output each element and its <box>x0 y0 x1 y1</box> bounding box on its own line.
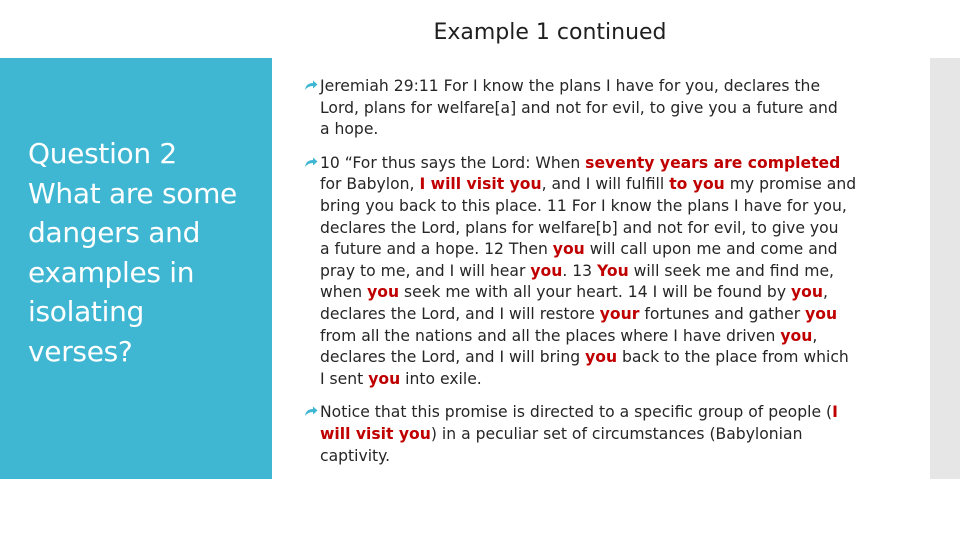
bullet-item <box>304 76 878 141</box>
highlighted-text: I <box>832 403 838 422</box>
text-segment: when <box>320 283 368 302</box>
bullet-line <box>320 119 878 141</box>
bullet-line <box>320 218 878 240</box>
highlighted-text: you <box>530 261 563 280</box>
text-segment: Notice that this promise is directed to a specific group of people ( <box>320 403 833 422</box>
highlighted-text: you <box>367 283 400 302</box>
highlighted-text: seventy years are completed <box>585 153 841 172</box>
text-segment: 10 “For thus says the Lord: When <box>320 153 586 172</box>
bullet-line <box>320 153 878 175</box>
highlighted-text: You <box>597 261 629 280</box>
bullet-line <box>320 446 878 468</box>
text-segment: a hope. <box>320 120 379 139</box>
text-segment: Lord, plans for welfare[a] and not for evil, to give you a future and <box>320 98 838 117</box>
text-segment: ) in a peculiar set of circumstances (Babylonian <box>430 424 803 443</box>
text-segment: from all the nations and all the places where I have driven <box>320 326 781 345</box>
text-segment: . 13 <box>562 261 598 280</box>
highlighted-text: you <box>368 369 401 388</box>
bullet-line <box>320 174 878 196</box>
bullet-line <box>320 76 878 98</box>
question-line: What are some <box>28 176 237 210</box>
text-segment: captivity. <box>320 446 391 465</box>
highlighted-text: you <box>780 326 813 345</box>
highlighted-text: will visit you <box>320 424 431 443</box>
highlighted-text: I will visit you <box>419 175 542 194</box>
text-segment: I sent <box>320 369 369 388</box>
bullet-list <box>304 76 878 479</box>
curved-arrow-icon <box>304 404 318 426</box>
text-segment: , <box>823 283 828 302</box>
text-segment: bring you back to this place. 11 For I know the plans I have for you, <box>320 196 847 215</box>
bullet-line <box>320 424 878 446</box>
highlighted-text: you <box>552 240 585 259</box>
question-line: Question 2 <box>28 137 177 170</box>
bullet-line <box>320 196 878 218</box>
highlighted-text: your <box>599 304 640 323</box>
text-segment: fortunes and gather <box>639 304 806 323</box>
highlighted-text: you <box>791 283 823 302</box>
highlighted-text: you <box>805 304 838 323</box>
slide-title: Example 1 continued <box>433 20 667 45</box>
text-segment: Jeremiah 29:11 For I know the plans I have for you, declares the <box>320 77 821 95</box>
text-segment: , <box>812 326 818 345</box>
bullet-line <box>320 261 878 283</box>
text-segment: will call upon me and come and <box>584 240 838 259</box>
side-bar <box>930 58 960 479</box>
text-segment: declares the Lord, and I will restore <box>320 304 600 323</box>
text-segment: seek me with all your heart. 14 I will be found by <box>399 283 792 302</box>
bullet-line <box>320 369 878 391</box>
curved-arrow-icon <box>304 78 318 100</box>
question-line: verses? <box>28 334 133 368</box>
text-segment: pray to me, and I will hear <box>320 261 531 280</box>
text-segment: back to the place from which <box>617 348 849 367</box>
text-segment: my promise and <box>724 175 857 194</box>
bullet-line <box>320 98 878 120</box>
question-text <box>28 134 268 371</box>
text-segment: will seek me and find me, <box>628 261 835 280</box>
text-segment: , and I will fulfill <box>541 175 670 194</box>
bullet-line <box>320 239 878 261</box>
text-segment: declares the Lord, plans for welfare[b] and not for evil, to give you <box>320 218 839 237</box>
bullet-line <box>320 304 878 326</box>
bullet-item <box>304 153 878 391</box>
question-line: examples in <box>28 255 195 289</box>
question-line: isolating <box>28 295 145 328</box>
bullet-line <box>320 347 878 369</box>
highlighted-text: to you <box>669 175 725 194</box>
question-line: dangers and <box>28 216 201 249</box>
text-segment: declares the Lord, and I will bring <box>320 348 586 367</box>
bullet-line <box>320 402 878 424</box>
curved-arrow-icon <box>304 155 318 177</box>
highlighted-text: you <box>585 348 618 367</box>
bullet-line <box>320 326 878 348</box>
text-segment: for Babylon, <box>320 175 420 194</box>
text-segment: into exile. <box>400 369 482 388</box>
bullet-item <box>304 402 878 467</box>
text-segment: a future and a hope. 12 Then <box>320 240 553 259</box>
bullet-line <box>320 282 878 304</box>
